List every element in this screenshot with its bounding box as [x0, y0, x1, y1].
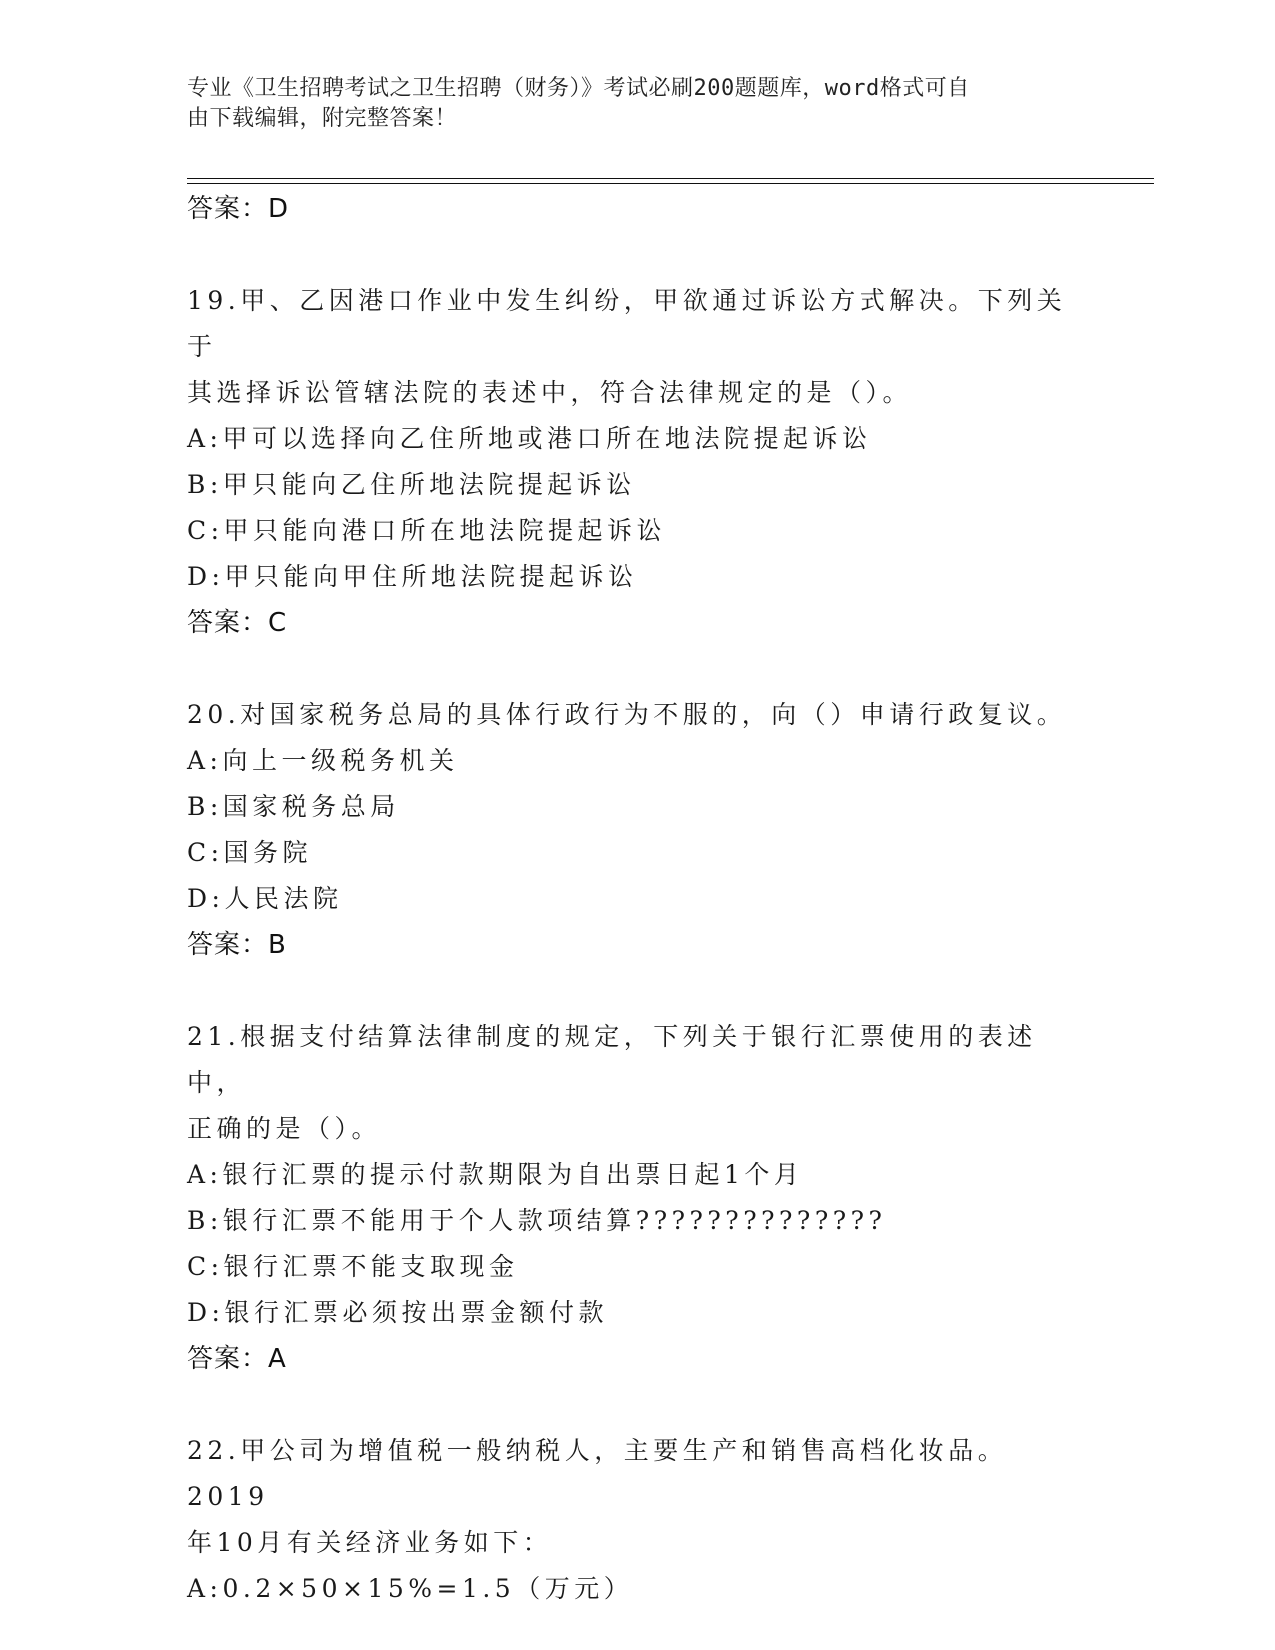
question-stem-line: 22.甲公司为增值税一般纳税人，主要生产和销售高档化妆品。2019: [187, 1436, 1008, 1511]
option-a: A:甲可以选择向乙住所地或港口所在地法院提起诉讼: [187, 424, 872, 453]
question-stem-line: 20.对国家税务总局的具体行政行为不服的，向（）申请行政复议。: [187, 700, 1067, 729]
question-stem-line: 正确的是（）。: [187, 1114, 382, 1143]
spacer: [187, 968, 1087, 1014]
question-stem-line: 其选择诉讼管辖法院的表述中，符合法律规定的是（）。: [187, 378, 913, 407]
spacer: [187, 232, 1087, 278]
option-a: A:0.2×50×15%=1.5（万元）: [187, 1574, 634, 1603]
header-line-1: 专业《卫生招聘考试之卫生招聘（财务）》考试必刷200题题库，word格式可自: [187, 76, 970, 101]
spacer: [187, 646, 1087, 692]
header-divider-bottom: [187, 183, 1154, 184]
page-header: [187, 74, 1067, 134]
header-divider-top: [187, 178, 1154, 179]
option-b: B:甲只能向乙住所地法院提起诉讼: [187, 470, 636, 499]
option-d: D:银行汇票必须按出票金额付款: [187, 1298, 608, 1327]
option-c: C:甲只能向港口所在地法院提起诉讼: [187, 516, 667, 545]
option-d: D:甲只能向甲住所地法院提起诉讼: [187, 562, 638, 591]
answer-line: 答案：D: [187, 194, 290, 224]
question-stem-line: 年10月有关经济业务如下：: [187, 1528, 553, 1557]
spacer: [187, 1382, 1087, 1428]
answer-line: 答案：C: [187, 608, 288, 638]
option-d: D:人民法院: [187, 884, 343, 913]
option-a: A:银行汇票的提示付款期限为自出票日起1个月: [187, 1160, 804, 1189]
option-b: B:国家税务总局: [187, 792, 400, 821]
question-stem-line: 21.根据支付结算法律制度的规定，下列关于银行汇票使用的表述中，: [187, 1022, 1037, 1097]
answer-line: 答案：A: [187, 1344, 287, 1374]
header-line-2: 由下载编辑，附完整答案！: [187, 106, 458, 131]
option-c: C:国务院: [187, 838, 313, 867]
option-b: B:银行汇票不能用于个人款项结算??????????????: [187, 1206, 887, 1235]
option-c: C:银行汇票不能支取现金: [187, 1252, 519, 1281]
question-21: [187, 1014, 1087, 1382]
question-19: [187, 278, 1087, 646]
option-a: A:向上一级税务机关: [187, 746, 459, 775]
question-22: [187, 1428, 1087, 1612]
question-stem-line: 19.甲、乙因港口作业中发生纠纷，甲欲通过诉讼方式解决。下列关于: [187, 286, 1067, 361]
page-content: [187, 186, 1087, 1612]
answer-line: 答案：B: [187, 930, 287, 960]
question-20: [187, 692, 1087, 968]
